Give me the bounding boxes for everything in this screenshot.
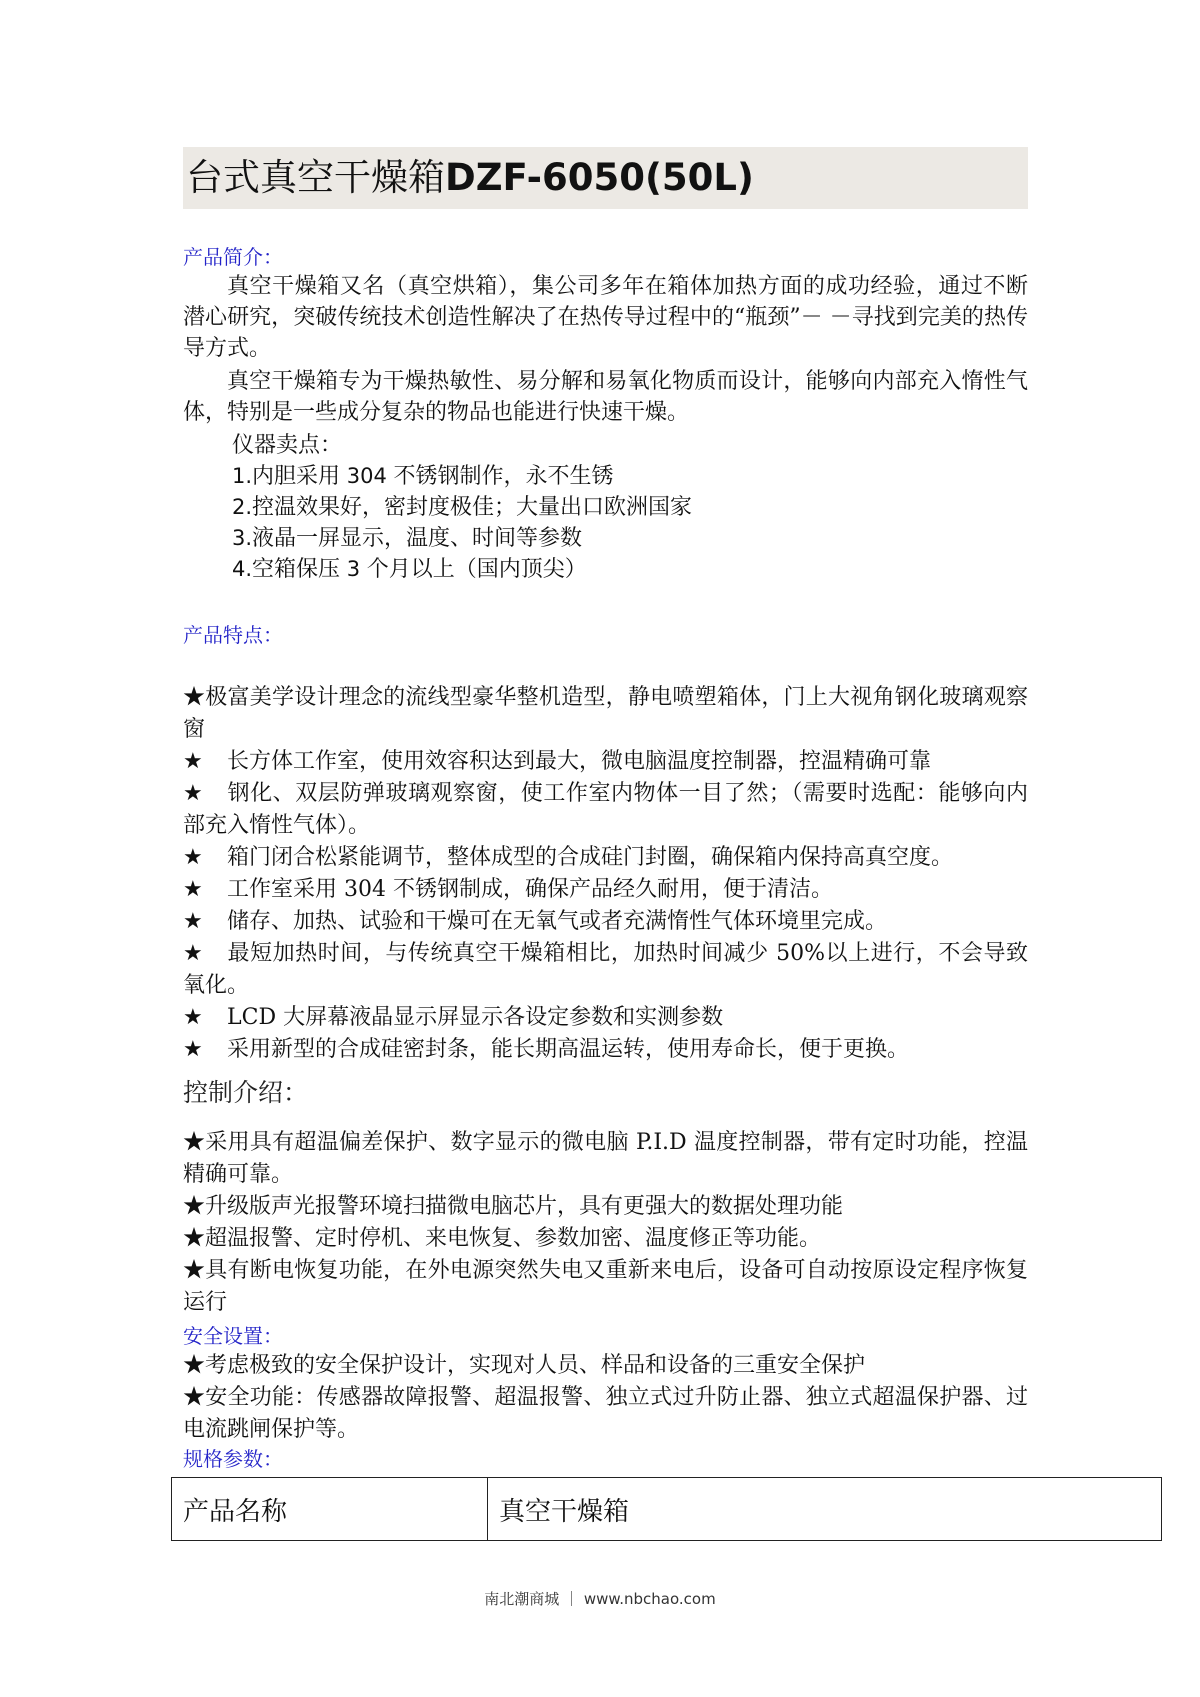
spec-heading: 规格参数： [183, 1447, 283, 1471]
intro-paragraph-1: 真空干燥箱又名（真空烘箱），集公司多年在箱体加热方面的成功经验，通过不断潜心研究，突破传统技术创造性解决了在热传导过程中的“瓶颈”－ －寻找到完美的热传导方式。 [183, 274, 1028, 361]
control-item-2: ★升级版声光报警环境扫描微电脑芯片，具有更强大的数据处理功能 [183, 1194, 844, 1219]
selling-point-1 [232, 461, 614, 492]
selling-point-text: 液晶一屏显示，温度、时间等参数 [252, 526, 583, 551]
feature-text: 储存、加热、试验和干燥可在无氧气或者充满惰性气体环境里完成。 [227, 909, 888, 934]
star-icon: ★ [183, 877, 203, 902]
selling-point-text-2: 不锈钢制作，永不生锈 [393, 464, 614, 489]
selling-point-4 [232, 554, 587, 585]
star-icon: ★ [183, 909, 203, 934]
control-item-4: ★具有断电恢复功能，在外电源突然失电又重新来电后，设备可自动按原设定程序恢复运行 [183, 1258, 1028, 1315]
feature-item-8 [183, 1034, 1028, 1066]
spec-value-cell: 真空干燥箱 [488, 1478, 1162, 1541]
feature-text: 工作室采用 304 不锈钢制成，确保产品经久耐用，便于清洁。 [227, 877, 833, 902]
intro-paragraph-2: 真空干燥箱专为干燥热敏性、易分解和易氧化物质而设计，能够向内部充入惰性气体，特别是一些成分复杂的物品也能进行快速干燥。 [183, 369, 1028, 425]
features-heading: 产品特点： [183, 623, 283, 647]
selling-point-num: 4. [232, 557, 253, 581]
feature-item-5 [183, 906, 1028, 938]
feature-item-7 [183, 1002, 1028, 1034]
feature-item-1 [183, 746, 1028, 778]
feature-text: 采用新型的合成硅密封条，能长期高温运转，使用寿命长，便于更换。 [227, 1037, 910, 1062]
spec-label-cell: 产品名称 [172, 1478, 488, 1541]
star-icon: ★ [183, 845, 203, 870]
control-item-3: ★超温报警、定时停机、来电恢复、参数加密、温度修正等功能。 [183, 1226, 822, 1251]
intro-heading: 产品简介： [183, 245, 283, 269]
feature-text: 长方体工作室，使用效容积达到最大，微电脑温度控制器，控温精确可靠 [227, 749, 932, 774]
selling-point-text: 内胆采用 [252, 464, 341, 489]
selling-point-num: 3. [232, 526, 253, 550]
feature-item-0: ★极富美学设计理念的流线型豪华整机造型，静电喷塑箱体，门上大视角钢化玻璃观察窗 [183, 685, 1028, 742]
selling-point-value: 304 [340, 464, 394, 488]
safety-item-2: ★安全功能：传感器故障报警、超温报警、独立式过升防止器、独立式超温保护器、过电流跳闸保护等。 [183, 1385, 1028, 1442]
star-icon: ★ [183, 941, 203, 966]
feature-item-3 [183, 842, 1028, 874]
selling-point-text-2: 个月以上（国内顶尖） [366, 557, 587, 582]
spec-table [171, 1477, 1162, 1541]
selling-point-3 [232, 523, 582, 554]
selling-point-text: 控温效果好，密封度极佳；大量出口欧洲国家 [252, 495, 693, 520]
star-icon: ★ [183, 781, 203, 806]
safety-heading: 安全设置： [183, 1324, 283, 1348]
selling-point-text: 空箱保压 [252, 557, 341, 582]
selling-point-2 [232, 492, 692, 523]
feature-item-6 [183, 938, 1028, 1002]
selling-point-value: 3 [340, 557, 367, 581]
feature-text: 钢化、双层防弹玻璃观察窗，使工作室内物体一目了然；（需要时选配：能够向内部充入惰性气体）。 [183, 781, 1028, 838]
selling-point-num: 2. [232, 495, 253, 519]
page-title [186, 152, 754, 204]
selling-heading: 仪器卖点： [232, 433, 343, 458]
star-icon: ★ [183, 1037, 203, 1062]
safety-item-1: ★考虑极致的安全保护设计，实现对人员、样品和设备的三重安全保护 [183, 1353, 866, 1378]
title-cn: 台式真空干燥箱 [186, 156, 445, 199]
feature-item-2 [183, 778, 1028, 842]
selling-point-num: 1. [232, 464, 253, 488]
feature-item-4 [183, 874, 1028, 906]
control-heading: 控制介绍： [183, 1078, 309, 1107]
feature-text: 最短加热时间，与传统真空干燥箱相比，加热时间减少 50%以上进行，不会导致氧化。 [183, 941, 1028, 998]
control-item-1: ★采用具有超温偏差保护、数字显示的微电脑 P.I.D 温度控制器，带有定时功能，控温精确可靠。 [183, 1130, 1028, 1187]
feature-text: LCD 大屏幕液晶显示屏显示各设定参数和实测参数 [227, 1005, 724, 1030]
star-icon: ★ [183, 1005, 203, 1030]
star-icon: ★ [183, 749, 203, 774]
title-model: DZF-6050(50L) [445, 156, 754, 199]
table-row [172, 1478, 1162, 1541]
footer: 南北潮商城 ｜ www.nbchao.com [484, 1590, 716, 1608]
feature-text: 箱门闭合松紧能调节，整体成型的合成硅门封圈，确保箱内保持高真空度。 [227, 845, 954, 870]
